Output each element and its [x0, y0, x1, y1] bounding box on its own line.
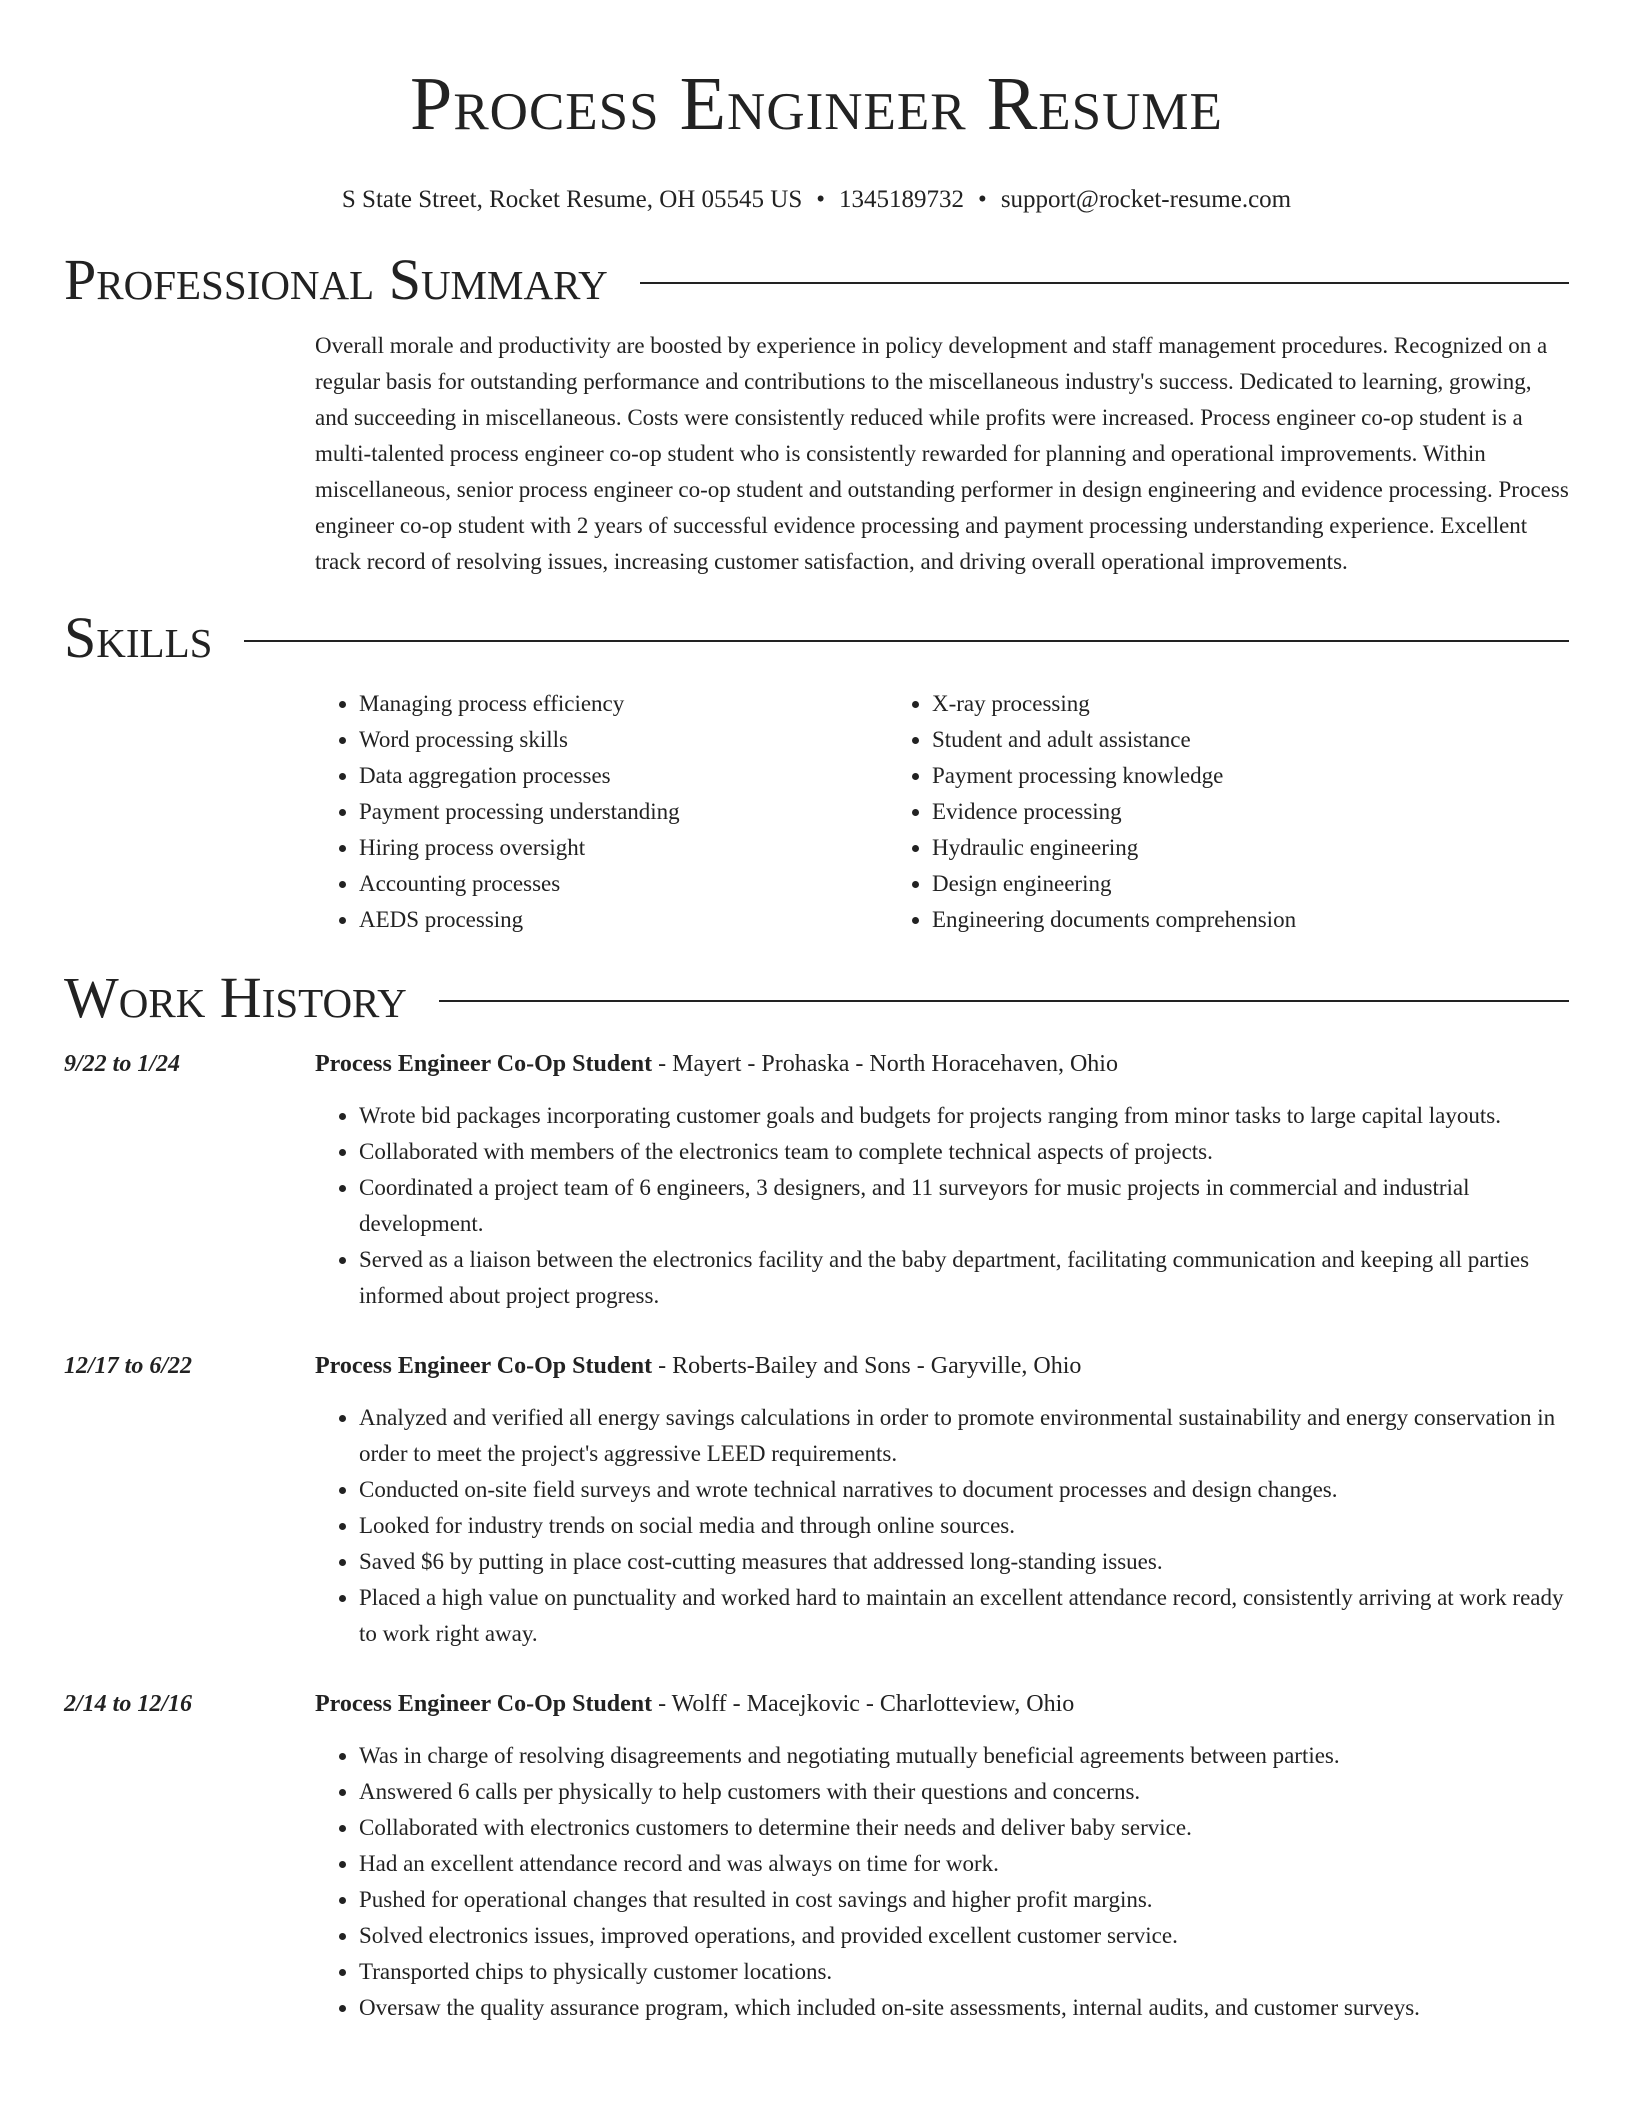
skill-item: • Managing process efficiency [359, 686, 888, 722]
job-body [315, 1046, 1569, 1314]
job-dates: 12/17 to 6/22 [64, 1353, 193, 1379]
skill-item: • X-ray processing [932, 686, 1296, 722]
job-body [315, 1348, 1569, 1652]
contact-email[interactable]: support@rocket-resume.com [1000, 186, 1292, 213]
work-heading: Work History [64, 965, 407, 1030]
skills-column-left [315, 686, 888, 938]
job-bullet: • Pushed for operational changes that resulted in cost savings and higher profit margins. [359, 1882, 1569, 1918]
job-bullets [315, 1738, 1569, 2026]
job-heading [315, 1686, 1569, 1722]
job-bullet: • Had an excellent attendance record and was always on time for work. [359, 1846, 1569, 1882]
skill-item: • Data aggregation processes [359, 758, 888, 794]
job-dates: 2/14 to 12/16 [64, 1691, 193, 1717]
skills-column-right [888, 686, 1296, 938]
job-bullet: • Analyzed and verified all energy savings calculations in order to promote environmental sustainability and energy conservation in order to meet the project's aggressive LEED requirements. [359, 1400, 1569, 1472]
skill-item: • Engineering documents comprehension [932, 902, 1296, 938]
job-role: Process Engineer Co-Op Student [315, 1051, 653, 1077]
summary-section-header [64, 248, 1569, 312]
job-bullets [315, 1098, 1569, 1314]
skill-item: • Design engineering [932, 866, 1296, 902]
section-divider [439, 1000, 1569, 1002]
skills-list [315, 686, 1569, 938]
skills-heading: Skills [64, 605, 213, 670]
job-heading [315, 1046, 1569, 1082]
section-divider [640, 282, 1569, 284]
job-bullet: • Looked for industry trends on social media and through online sources. [359, 1508, 1569, 1544]
skill-item: • Hiring process oversight [359, 830, 888, 866]
job-bullets [315, 1400, 1569, 1652]
job-bullet: • Placed a high value on punctuality and worked hard to maintain an excellent attendance record, consistently arriving at work ready to work right away. [359, 1580, 1569, 1652]
contact-separator: • [816, 186, 826, 213]
skill-item: • Student and adult assistance [932, 722, 1296, 758]
job-role: Process Engineer Co-Op Student [315, 1691, 653, 1717]
job-bullet: • Collaborated with members of the electronics team to complete technical aspects of projects. [359, 1134, 1569, 1170]
skill-item: • Word processing skills [359, 722, 888, 758]
job-bullet: • Served as a liaison between the electronics facility and the baby department, facilitating communication and keeping all parties informed about project progress. [359, 1242, 1569, 1314]
job-entry [64, 1046, 1569, 1314]
contact-line [64, 184, 1569, 216]
job-role: Process Engineer Co-Op Student [315, 1353, 653, 1379]
job-body [315, 1686, 1569, 2026]
job-bullet: • Answered 6 calls per physically to help customers with their questions and concerns. [359, 1774, 1569, 1810]
job-heading [315, 1348, 1569, 1384]
summary-heading: Professional Summary [64, 247, 608, 312]
skill-item: • Accounting processes [359, 866, 888, 902]
job-bullet: • Saved $6 by putting in place cost-cutting measures that addressed long-standing issues. [359, 1544, 1569, 1580]
job-entry [64, 1686, 1569, 2026]
work-section-header [64, 966, 1569, 1030]
section-divider [244, 640, 1569, 642]
contact-phone: 1345189732 [839, 186, 965, 213]
resume-title: Process Engineer Resume [410, 62, 1223, 146]
job-bullet: • Coordinated a project team of 6 engineers, 3 designers, and 11 surveyors for music projects in commercial and industrial development. [359, 1170, 1569, 1242]
job-bullet: • Solved electronics issues, improved operations, and provided excellent customer service. [359, 1918, 1569, 1954]
contact-address: S State Street, Rocket Resume, OH 05545 US [341, 186, 803, 213]
job-bullet: • Collaborated with electronics customers to determine their needs and deliver baby service. [359, 1810, 1569, 1846]
skill-item: • Payment processing knowledge [932, 758, 1296, 794]
job-employer: - Roberts-Bailey and Sons - Garyville, Ohio [652, 1353, 1082, 1379]
job-entry [64, 1348, 1569, 1652]
job-employer: - Mayert - Prohaska - North Horacehaven, Ohio [652, 1051, 1118, 1077]
job-employer: - Wolff - Macejkovic - Charlotteview, Ohio [652, 1691, 1075, 1717]
summary-text: Overall morale and productivity are boosted by experience in policy development and staff management procedures. Recognized on a regular basis for outstanding performance and contributions to the miscellaneous industry's success. Dedicated to learning, growing, and succeeding in miscellaneous. Costs were consistently reduced while profits were increased. Process engineer co-op student is a multi-talented process engineer co-op student who is consistently rewarded for planning and operational improvements. Within miscellaneous, senior process engineer co-op student and outstanding performer in design engineering and evidence processing. Process engineer co-op student with 2 years of successful evidence processing and payment processing understanding experience. Excellent track record of resolving issues, increasing customer satisfaction, and driving overall operational improvements. [315, 333, 1569, 574]
job-bullet: • Conducted on-site field surveys and wrote technical narratives to document processes and design changes. [359, 1472, 1569, 1508]
skills-section-header [64, 606, 1569, 670]
skill-item: • Evidence processing [932, 794, 1296, 830]
skill-item: • Hydraulic engineering [932, 830, 1296, 866]
skill-item: • AEDS processing [359, 902, 888, 938]
skill-item: • Payment processing understanding [359, 794, 888, 830]
job-dates: 9/22 to 1/24 [64, 1051, 181, 1077]
job-bullet: • Transported chips to physically customer locations. [359, 1954, 1569, 1990]
job-bullet: • Oversaw the quality assurance program, which included on-site assessments, internal audits, and customer surveys. [359, 1990, 1569, 2026]
contact-separator: • [978, 186, 987, 213]
job-bullet: • Was in charge of resolving disagreements and negotiating mutually beneficial agreements between parties. [359, 1738, 1569, 1774]
job-bullet: • Wrote bid packages incorporating customer goals and budgets for projects ranging from minor tasks to large capital layouts. [359, 1098, 1569, 1134]
